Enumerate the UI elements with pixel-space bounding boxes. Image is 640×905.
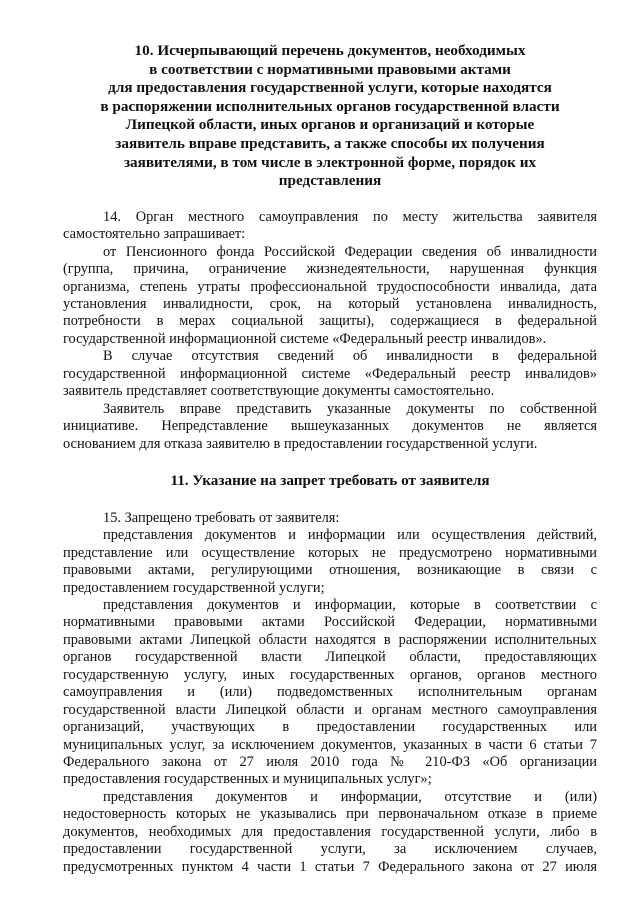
paragraph-prohibition-2: [63, 597, 597, 789]
paragraph-line: заявитель представляет соответствующие документы самостоятельно.: [63, 383, 495, 400]
paragraph-14: [63, 209, 597, 244]
heading-line: в распоряжении исполнительных органов государственной власти: [100, 97, 560, 115]
paragraph-line: правовыми актами, регулирующими отношения, возникающие в связи с: [63, 562, 597, 579]
paragraph-prohibition-3: [63, 789, 597, 876]
section-10-heading: [63, 42, 597, 191]
paragraph-line: организма, степень утраты профессиональной трудоспособности инвалида, дата: [63, 278, 597, 295]
paragraph-line: Федерального закона от 27 июля 2010 года № 210-ФЗ «Об организации: [63, 754, 597, 771]
paragraph-line: предоставлении государственной услуги, за исключением случаев,: [63, 841, 597, 858]
paragraph-line: государственной власти Липецкой области и органам местного самоуправления: [63, 701, 597, 718]
paragraph-line: В случае отсутствия сведений об инвалидности в федеральной: [103, 348, 597, 365]
paragraph-line: правовыми актами Липецкой области находятся в распоряжении исполнительных: [63, 631, 597, 648]
paragraph-line: 15. Запрещено требовать от заявителя:: [103, 509, 340, 526]
paragraph-line: представление или осуществление которых не предусмотрено нормативными: [63, 544, 597, 561]
paragraph-pfr-request: [63, 244, 597, 349]
paragraph-line: (группа, причина, ограничение жизнедеятельности, нарушенная функция: [63, 261, 597, 278]
paragraph-line: 14. Орган местного самоуправления по месту жительства заявителя: [103, 208, 597, 225]
paragraph-line: представления документов и информации или осуществления действий,: [103, 527, 597, 544]
document-page: [63, 42, 597, 876]
paragraph-line: инициативе. Непредставление вышеуказанных документов не является: [63, 418, 597, 435]
section-11-heading: 11. Указание на запрет требовать от заявителя: [170, 472, 490, 490]
paragraph-line: государственной информационной системе «Федеральный реестр инвалидов».: [63, 330, 547, 347]
paragraph-line: государственной информационной системе «Федеральный реестр инвалидов»: [63, 365, 597, 382]
paragraph-line: от Пенсионного фонда Российской Федерации сведения об инвалидности: [103, 243, 597, 260]
heading-line: Липецкой области, иных органов и организаций и которые: [125, 116, 535, 134]
paragraph-line: государственную услугу, иных государственных органов, органов местного: [63, 666, 597, 683]
paragraph-line: предоставления государственных и муниципальных услуг»;: [63, 771, 432, 788]
heading-line: представления: [278, 172, 382, 190]
heading-line: заявитель вправе представить, а также способы их получения: [115, 134, 545, 152]
paragraph-line: предоставлением государственной услуги;: [63, 579, 325, 596]
paragraph-line: организаций, участвующих в предоставлении государственных или: [63, 719, 597, 736]
paragraph-line: документов, необходимых для предоставления государственной услуги, либо в: [63, 823, 597, 840]
heading-line: заявителями, в том числе в электронной форме, порядок их: [123, 153, 537, 171]
paragraph-line: предусмотренных пунктом 4 части 1 статьи 7 Федерального закона от 27 июля: [63, 858, 597, 875]
paragraph-line: самостоятельно запрашивает:: [63, 226, 246, 243]
paragraph-no-info: [63, 348, 597, 400]
heading-line: в соответствии с нормативными правовыми актами: [149, 60, 511, 78]
paragraph-15: [63, 510, 597, 527]
paragraph-line: представления документов и информации, которые в соответствии с: [103, 596, 597, 613]
paragraph-line: основанием для отказа заявителю в предоставлении государственной услуги.: [63, 435, 538, 452]
paragraph-line: установления инвалидности, срок, на который установлена инвалидность,: [63, 296, 597, 313]
paragraph-line: органов государственной власти Липецкой области, предоставляющих: [63, 649, 597, 666]
paragraph-line: нормативными правовыми актами Российской Федерации, нормативными: [63, 614, 597, 631]
paragraph-own-initiative: [63, 401, 597, 453]
heading-line: 10. Исчерпывающий перечень документов, необходимых: [134, 42, 526, 59]
paragraph-line: потребности в мерах социальной защиты), содержащиеся в федеральной: [63, 313, 597, 330]
paragraph-line: муниципальных услуг, за исключением документов, указанных в части 6 статьи 7: [63, 736, 597, 753]
heading-line: для предоставления государственной услуги, которые находятся: [108, 79, 552, 97]
paragraph-line: недостоверность которых не указывались при первоначальном отказе в приеме: [63, 806, 597, 823]
paragraph-line: представления документов и информации, отсутствие и (или): [103, 788, 597, 805]
paragraph-prohibition-1: [63, 527, 597, 597]
paragraph-line: Заявитель вправе представить указанные документы по собственной: [103, 400, 597, 417]
paragraph-line: самоуправления и (или) подведомственных исполнительным органам: [63, 684, 597, 701]
